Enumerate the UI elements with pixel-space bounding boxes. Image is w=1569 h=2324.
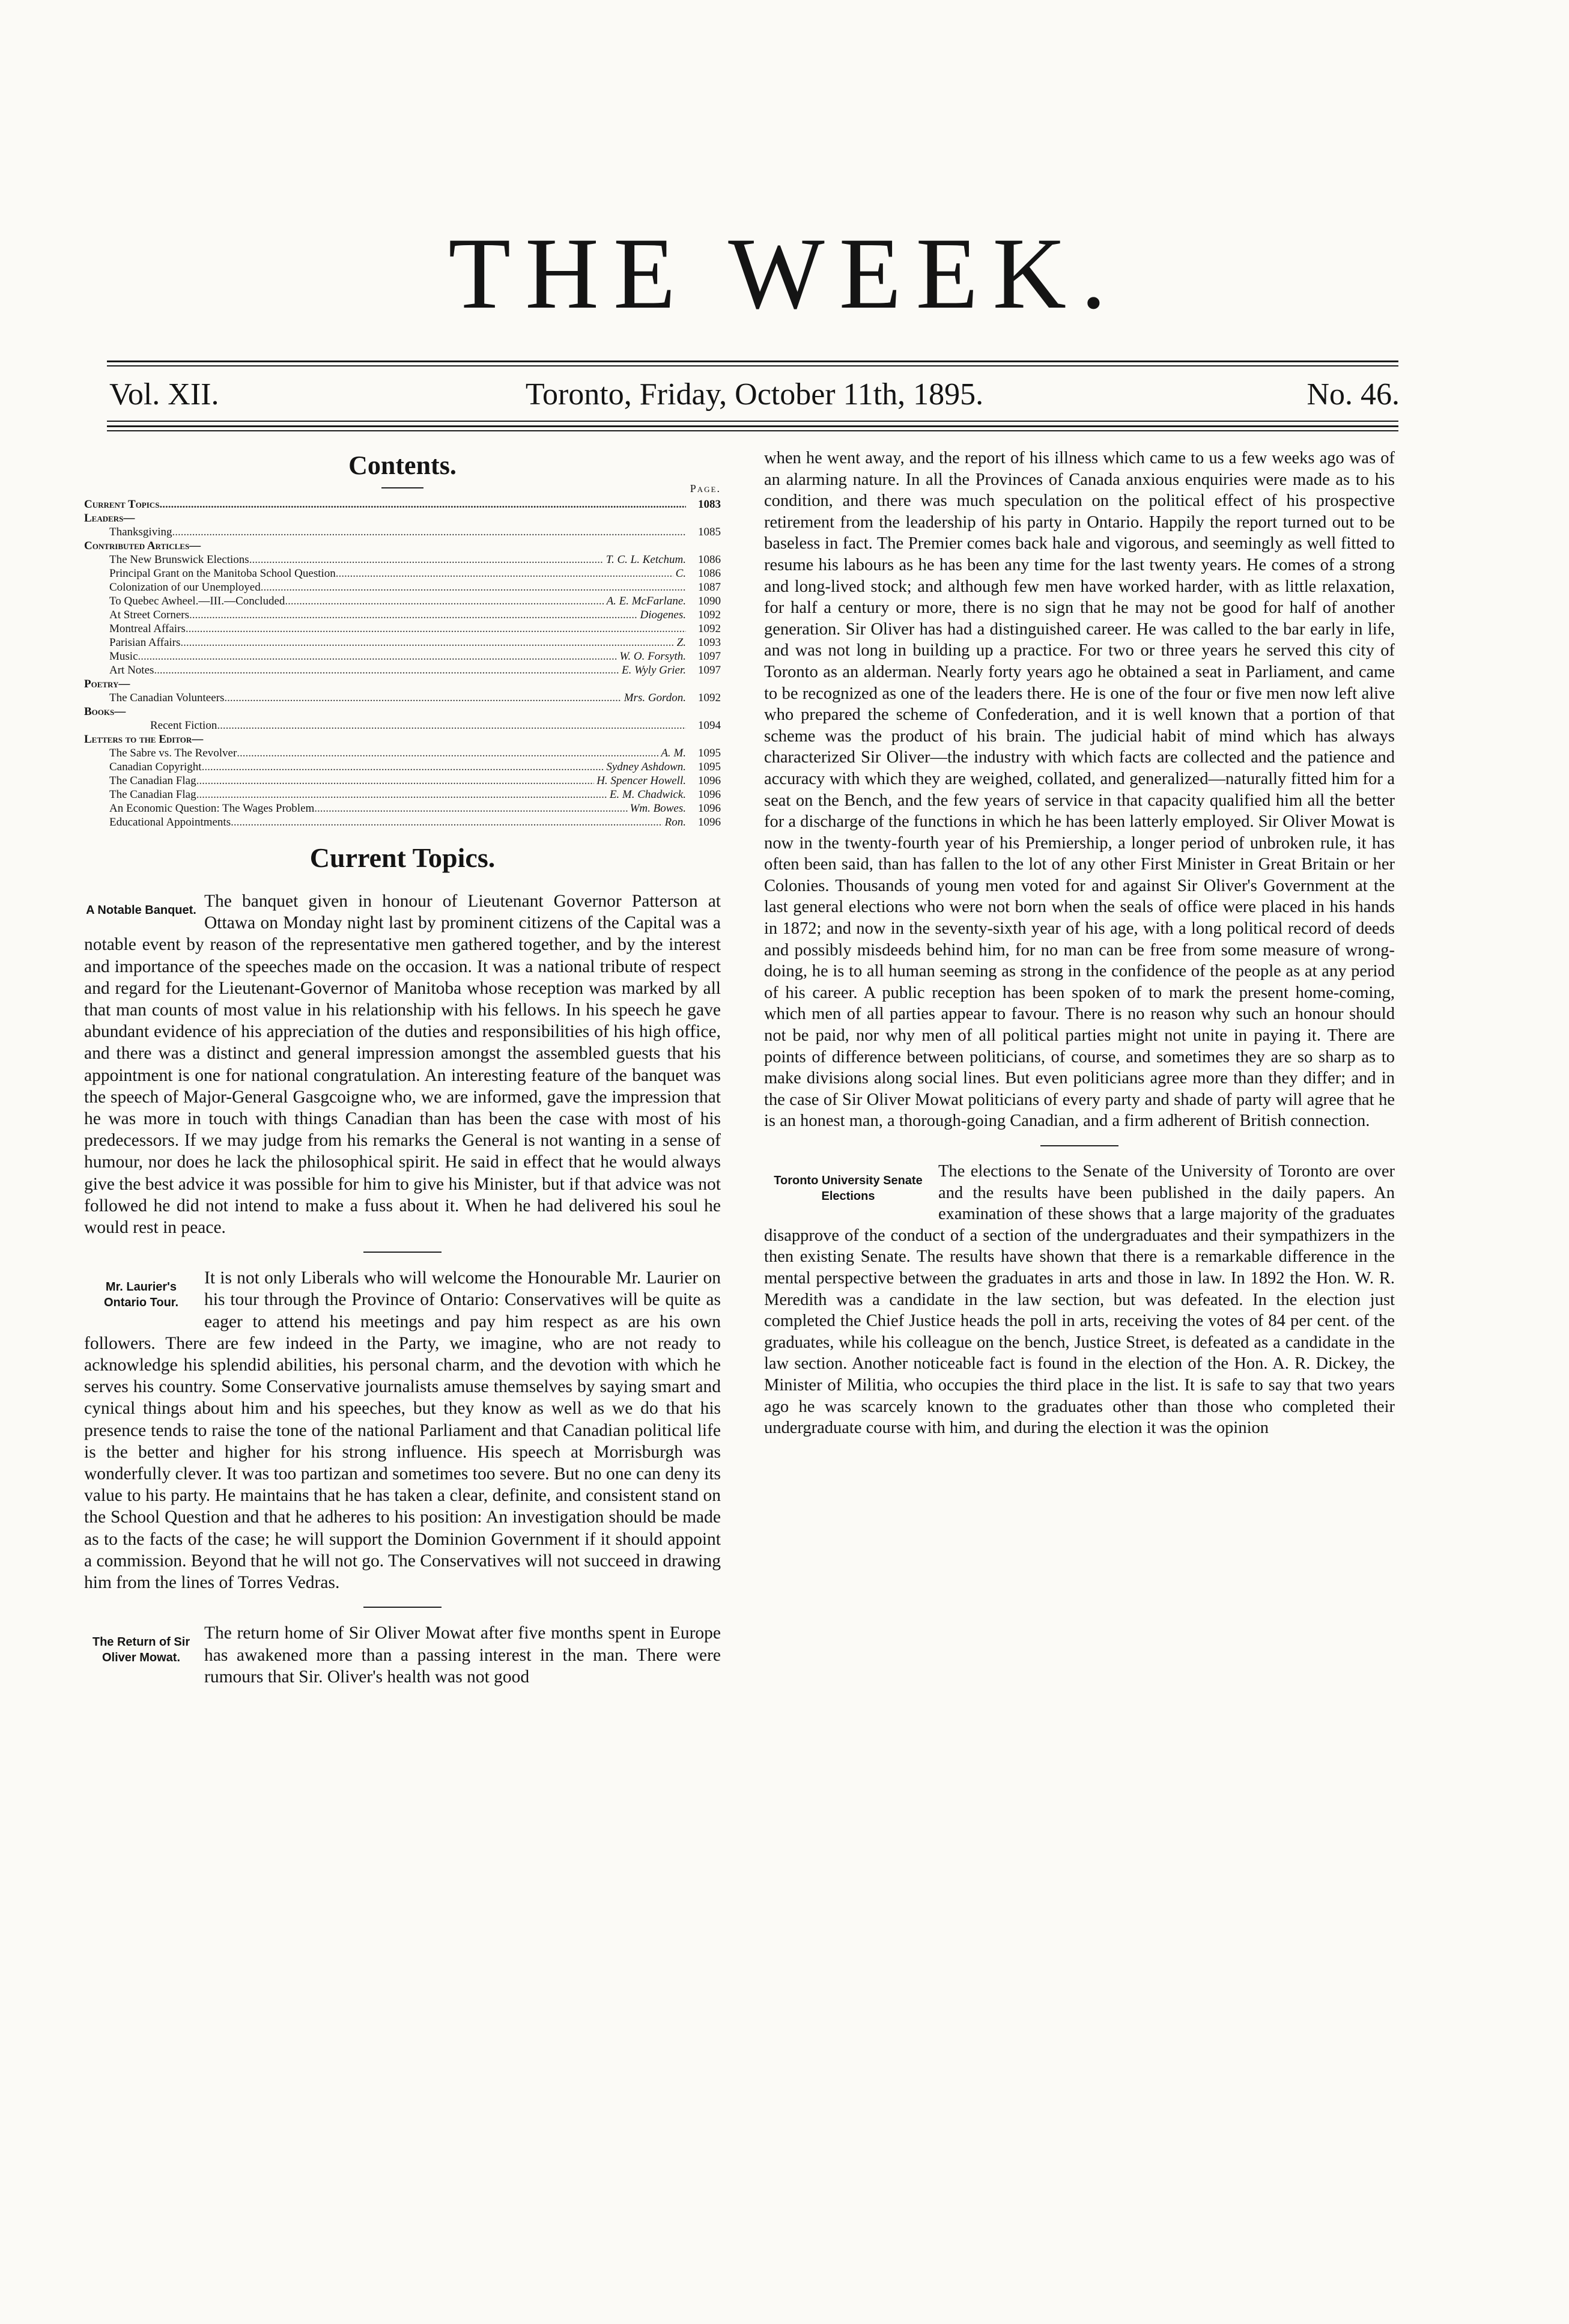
contents-entry-page: 1090 bbox=[698, 595, 721, 607]
contents-entry-page: 1096 bbox=[698, 816, 721, 829]
contents-entry bbox=[84, 497, 721, 511]
contents-entry-title: Current Topics bbox=[84, 498, 160, 511]
contents-entry-page: 1097 bbox=[698, 664, 721, 677]
leader-dots bbox=[154, 663, 619, 677]
contents-entry-title: An Economic Question: The Wages Problem bbox=[109, 802, 315, 815]
contents-entry-author: Z. bbox=[676, 636, 686, 649]
contents-page-label: Page. bbox=[690, 482, 721, 494]
contents-entry-title: Colonization of our Unemployed bbox=[109, 581, 261, 594]
contents-entry-title: The New Brunswick Elections bbox=[109, 553, 249, 566]
article-laurier-tour: It is not only Liberals who will welcome the Honourable Mr. Laurier on his tour through the Province of Ontario: Conservatives will be quite as eager to attend his meetings and pay him respect as are his own followers. There are few indeed in the Party, we imagine, who are not ready to acknowledge his splendid abilities, his personal charm, and the devotion with which he serves his country. Some Conservative journalists amuse themselves by saying smart and cynical things about him and his speeches, but they know as well as we do that his presence tends to raise the tone of the national Parliament and that Canadian political life is the better and higher for his strong influence. His speech at Morrisburgh was wonderfully clever. It was too partizan and sometimes too severe. But no one can deny its value to his party. He maintains that he has taken a clear, definite, and consistent stand on the School Question and that he adheres to his position: An investigation should be made as to the facts of the case; he will support the Dominion Government if it should appoint a commission. Beyond that he will not go. The Conservatives will not succeed in drawing him from the lines of Torres Vedras. bbox=[84, 1268, 721, 1593]
contents-entry bbox=[84, 649, 721, 663]
issue-number: No. 46. bbox=[1306, 377, 1400, 412]
topic-mowat-return bbox=[84, 1622, 721, 1688]
contents-entry-title: Principal Grant on the Manitoba School Question bbox=[109, 567, 336, 580]
article-notable-banquet: The banquet given in honour of Lieutenant Governor Patterson at Ottawa on Monday night last by prominent citizens of the Capital was a notable event by reason of the representative men gathered together, and by the interest and importance of the speeches made on the occasion. It was a national tribute of respect and regard for the Lieutenant-Governor of Manitoba whose reception was marked by all that man counts of most value in his relationship with his fellows. In his speech he gave abundant evidence of his appreciation of the duties and responsibilities of his high office, and there was a distinct and general impression amongst the assembled guests that his appointment is one for national congratulation. An interesting feature of the banquet was the speech of Major-General Gasgcoigne who, we are informed, gave the impression that he was more in touch with things Canadian than has been the case with most of his predecessors. If we may judge from his remarks the General is not wanting in a sense of humour, nor does he lack the philosophical spirit. He said in effect that he would always give the best advice it was possible for him to give his Minister, but if that advice was not followed he did not intend to make a fuss about it. When he had delivered his soul he would rest in peace. bbox=[84, 892, 721, 1238]
contents-entry bbox=[84, 705, 721, 719]
contents-entry-page: 1095 bbox=[698, 761, 721, 773]
volume-number: Vol. XII. bbox=[109, 377, 219, 412]
leader-dots bbox=[336, 567, 673, 580]
contents-entry bbox=[84, 691, 721, 705]
leader-dots bbox=[138, 649, 618, 663]
contents-list bbox=[84, 497, 721, 829]
contents-entry-page: 1096 bbox=[698, 802, 721, 815]
contents-entry-title: Books— bbox=[84, 705, 126, 718]
contents-entry bbox=[84, 815, 721, 829]
contents-entry-page: 1086 bbox=[698, 553, 721, 566]
sidehead-senate-elections: Toronto University Senate Elections bbox=[774, 1174, 923, 1203]
article-separator bbox=[363, 1252, 442, 1253]
contents-entry bbox=[84, 594, 721, 608]
article-senate-elections: The elections to the Senate of the University of Toronto are over and the results have been published in the daily papers. An examination of these shows that a large majority of the graduates disapprove of the conduct of a section of the undergraduates and their sympathizers in the then existing Senate. The results have shown that there is a remarkable difference in the mental perspective between the graduates in arts and those in law. In 1892 the Hon. W. R. Meredith was a candidate in the law section, but was defeated. In the election just completed the Chief Justice heads the poll in arts, receiving the votes of 84 per cent. of the graduates, while his colleague on the bench, Justice Street, is defeated as a candidate in the law section. Another noticeable fact is found in the election of the Hon. A. R. Dickey, the Minister of Militia, who occupies the third place in the list. It is safe to say that two years ago he was scarcely known to the graduates other than those who completed their undergraduate course with him, and during the election it was the opinion bbox=[764, 1162, 1395, 1438]
issue-rule-2 bbox=[107, 425, 1398, 427]
leader-dots bbox=[180, 636, 674, 649]
leader-dots bbox=[224, 691, 621, 705]
leader-dots bbox=[249, 553, 604, 567]
contents-entry bbox=[84, 732, 721, 746]
contents-entry-page: 1087 bbox=[698, 581, 721, 594]
contents-entry bbox=[84, 525, 721, 539]
contents-entry-title: Leaders— bbox=[84, 512, 135, 525]
contents-entry-author: E. M. Chadwick. bbox=[609, 788, 686, 801]
leader-dots bbox=[314, 802, 627, 815]
leader-dots bbox=[196, 774, 595, 788]
contents-entry-page: 1085 bbox=[698, 526, 721, 538]
contents-entry-title: Thanksgiving bbox=[109, 526, 172, 538]
leader-dots bbox=[217, 719, 686, 732]
contents-entry-title: The Canadian Flag bbox=[109, 774, 196, 787]
contents-entry bbox=[84, 719, 721, 732]
contents-entry-page: 1093 bbox=[698, 636, 721, 649]
right-column bbox=[764, 448, 1395, 1439]
contents-entry-title: To Quebec Awheel.—III.—Concluded bbox=[109, 595, 285, 607]
contents-entry bbox=[84, 746, 721, 760]
contents-entry-page: 1086 bbox=[698, 567, 721, 580]
contents-entry-page: 1096 bbox=[698, 788, 721, 801]
contents-entry bbox=[84, 511, 721, 525]
contents-entry-author: Wm. Bowes. bbox=[630, 802, 686, 815]
leader-dots bbox=[159, 497, 686, 511]
contents-entry bbox=[84, 802, 721, 815]
contents-entry-title: Canadian Copyright bbox=[109, 761, 202, 773]
contents-entry bbox=[84, 608, 721, 622]
contents-entry-title: Parisian Affairs bbox=[109, 636, 181, 649]
contents-entry-page: 1092 bbox=[698, 609, 721, 621]
left-column bbox=[84, 448, 721, 1688]
contents-entry-author: A. M. bbox=[661, 747, 686, 759]
contents-entry-title: Educational Appointments bbox=[109, 816, 231, 829]
contents-entry-page: 1092 bbox=[698, 622, 721, 635]
contents-entry-author: Ron. bbox=[664, 816, 686, 829]
sidehead-mowat-return: The Return of Sir Oliver Mowat. bbox=[92, 1635, 190, 1665]
contents-entry bbox=[84, 567, 721, 580]
article-separator bbox=[363, 1607, 442, 1608]
contents-entry-title: Montreal Affairs bbox=[109, 622, 186, 635]
contents-entry bbox=[84, 580, 721, 594]
contents-entry-page: 1095 bbox=[698, 747, 721, 759]
contents-entry-page: 1094 bbox=[698, 719, 721, 732]
contents-entry bbox=[84, 760, 721, 774]
contents-entry-author: E. Wyly Grier. bbox=[622, 664, 686, 677]
masthead-rule-top bbox=[107, 360, 1398, 362]
issue-rule-1 bbox=[107, 421, 1398, 422]
leader-dots bbox=[285, 594, 604, 608]
contents-entry bbox=[84, 677, 721, 691]
contents-entry-page: 1083 bbox=[698, 498, 721, 511]
contents-entry-author: H. Spencer Howell. bbox=[596, 774, 686, 787]
article-mowat-return: The return home of Sir Oliver Mowat after five months spent in Europe has awakened more than a passing interest in the man. There were rumours that Sir. Oliver's health was not good bbox=[204, 1623, 721, 1687]
contents-entry-author: W. O. Forsyth. bbox=[619, 650, 686, 663]
contents-entry bbox=[84, 774, 721, 788]
contents-entry-title: At Street Corners bbox=[109, 609, 189, 621]
article-separator bbox=[1040, 1145, 1118, 1146]
contents-entry bbox=[84, 553, 721, 567]
contents-title: Contents. bbox=[348, 451, 457, 480]
contents-entry-author: T. C. L. Ketchum. bbox=[605, 553, 686, 566]
current-topics-title: Current Topics. bbox=[309, 842, 496, 873]
contents-entry bbox=[84, 788, 721, 802]
sidehead-laurier-tour: Mr. Laurier's Ontario Tour. bbox=[103, 1280, 179, 1310]
leader-dots bbox=[189, 608, 638, 622]
topic-notable-banquet bbox=[84, 890, 721, 1238]
contents-entry-author: A. E. McFarlane. bbox=[606, 595, 686, 607]
contents-entry-title: The Sabre vs. The Revolver bbox=[109, 747, 237, 759]
contents-entry-author: Sydney Ashdown. bbox=[606, 761, 686, 773]
topic-senate-elections bbox=[764, 1161, 1395, 1439]
leader-dots bbox=[172, 525, 687, 539]
leader-dots bbox=[202, 760, 604, 774]
contents-entry-title: The Canadian Flag bbox=[109, 788, 196, 801]
contents-entry-title: Poetry— bbox=[84, 678, 130, 690]
sidehead-notable-banquet: A Notable Banquet. bbox=[86, 904, 196, 917]
article-mowat-continued: when he went away, and the report of his illness which came to us a few weeks ago was of an alarming nature. In all the Provinces of Canada anxious enquiries were made as to his condition, and there was much speculation on the political effect of his prospective retirement from the leadership of his party in Ontario. Happily the report turned out to be baseless in fact. The Premier comes back hale and vigorous, and seemingly as well fitted to resume his labours as he has been any time for the last twenty years. He comes of a strong and long-lived stock; and although few men have worked harder, with as little relaxation, for half a century or more, there is no sign that he may not be good for half of another generation. Sir Oliver has had a distinguished career. He was called to the bar early in life, and was not long in building up a practice. For two or three years he served this city of Toronto as an alderman. Nearly forty years ago he obtained a seat in Parliament, and came to be recognized as one of the leaders there. He is one of the four or five men now left alive who prepared the scheme of Confederation, and it is well known that a portion of that scheme was the product of his brain. The judicial habit of mind which has always characterized Sir Oliver—the industry with which facts are collected and the patience and accuracy with which they are weighed, collated, and generalized—naturally fitted him for a seat on the Bench, and the few years of service in that capacity qualified him all the better for a discharge of the functions in which he has been latterly employed. Sir Oliver Mowat is now in the twenty-fourth year of his Premiership, a longer period of unbroken rule, it has often been said, than has fallen to the lot of any other First Minister in Great Britain or her Colonies. Thousands of young men voted for and against Sir Oliver's Government at the last general elections who were not born when the seals of office were placed in his hands in 1872; and now in the seventy-sixth year of his age, with a long political record of deeds and possibly misdeeds behind him, for no man can be free from some measure of wrong-doing, he is to all human seeming as strong in the confidence of the people as at any period of his career. A public reception has been spoken of to mark the present home-coming, which men of all parties appear to favour. There is no reason why such an honour should not be paid, nor why men of all political parties might not unite in paying it. There are points of difference between politicians, of course, and sometimes they are so sharp as to make divisions along social lines. But even politicians agree more than they differ; and in the case of Sir Oliver Mowat politicians of every party and shade of party will agree that he is an honest man, a thorough-going Canadian, and a firm adherent of British connection. bbox=[764, 449, 1395, 1131]
contents-entry-page: 1096 bbox=[698, 774, 721, 787]
contents-entry bbox=[84, 622, 721, 636]
contents-entry bbox=[84, 663, 721, 677]
leader-dots bbox=[186, 622, 686, 636]
leader-dots bbox=[196, 788, 607, 802]
topic-laurier-tour bbox=[84, 1267, 721, 1593]
contents-entry bbox=[84, 539, 721, 553]
leader-dots bbox=[237, 746, 658, 760]
issue-date: Toronto, Friday, October 11th, 1895. bbox=[525, 377, 984, 412]
masthead-rule-top-thin bbox=[107, 365, 1398, 367]
contents-entry-title: Letters to the Editor— bbox=[84, 733, 204, 746]
issue-line bbox=[109, 374, 1400, 416]
contents-entry-title: Contributed Articles— bbox=[84, 540, 201, 552]
contents-entry-title: Recent Fiction bbox=[150, 719, 217, 732]
contents-entry-author: C. bbox=[675, 567, 686, 580]
contents-entry bbox=[84, 636, 721, 649]
contents-entry-title: Music bbox=[109, 650, 138, 663]
contents-entry-author: Mrs. Gordon. bbox=[624, 692, 686, 704]
issue-rule-3 bbox=[107, 430, 1398, 431]
leader-dots bbox=[261, 580, 686, 594]
leader-dots bbox=[231, 815, 663, 829]
contents-entry-page: 1097 bbox=[698, 650, 721, 663]
contents-entry-title: Art Notes bbox=[109, 664, 154, 677]
masthead-title: THE WEEK. bbox=[448, 217, 1121, 330]
contents-entry-page: 1092 bbox=[698, 692, 721, 704]
contents-entry-title: The Canadian Volunteers bbox=[109, 692, 225, 704]
contents-entry-author: Diogenes. bbox=[640, 609, 686, 621]
